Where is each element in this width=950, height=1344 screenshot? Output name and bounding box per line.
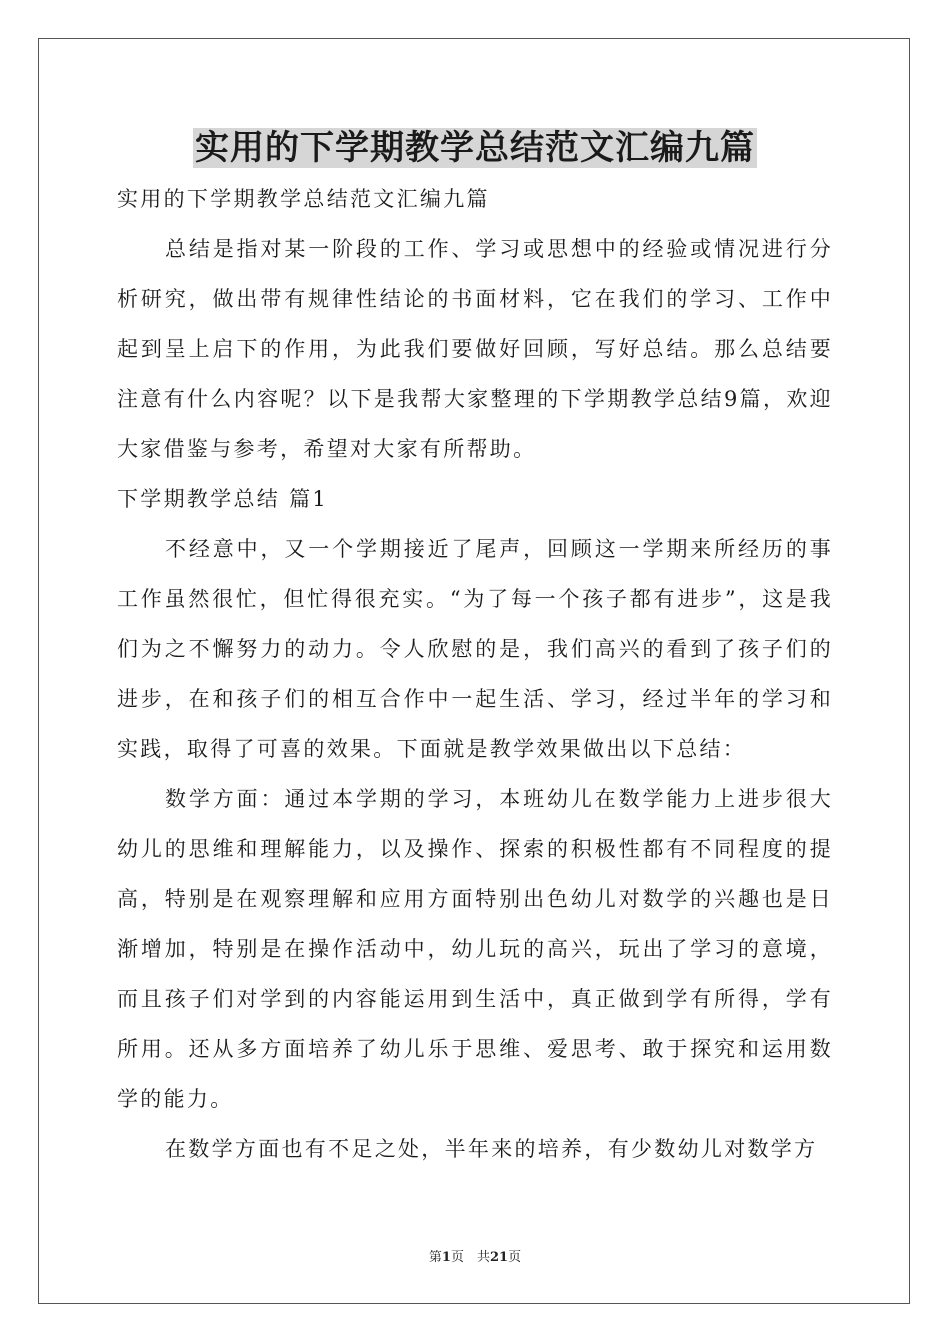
document-subtitle: 实用的下学期教学总结范文汇编九篇 bbox=[117, 187, 490, 211]
footer-page-number: 1 bbox=[441, 1250, 451, 1265]
document-title-text: 实用的下学期教学总结范文汇编九篇 bbox=[195, 128, 755, 168]
document-title bbox=[0, 125, 950, 171]
section-heading: 下学期教学总结 篇1 bbox=[117, 487, 329, 511]
footer-page-suffix: 页 bbox=[508, 1250, 522, 1265]
intro-paragraph: 总结是指对某一阶段的工作、学习或思想中的经验或情况进行分析研究，做出带有规律性结论的书面材料，它在我们的学习、工作中起到呈上启下的作用，为此我们要做好回顾，写好总结。那么总结要注意有什么内容呢？以下是我帮大家整理的下学期教学总结9篇，欢迎大家借鉴与参考，希望对大家有所帮助。 bbox=[117, 237, 833, 461]
body-paragraph: 数学方面：通过本学期的学习，本班幼儿在数学能力上进步很大幼儿的思维和理解能力，以及操作、探索的积极性都有不同程度的提高，特别是在观察理解和应用方面特别出色幼儿对数学的兴趣也是日渐增加，特别是在操作活动中，幼儿玩的高兴，玩出了学习的意境，而且孩子们对学到的内容能运用到生活中，真正做到学有所得，学有所用。还从多方面培养了幼儿乐于思维、爱思考、敢于探究和运用数学的能力。 bbox=[117, 787, 833, 1111]
body-paragraph: 在数学方面也有不足之处，半年来的培养，有少数幼儿对数学方 bbox=[165, 1137, 818, 1161]
footer-page-mid: 页 共 bbox=[450, 1250, 490, 1265]
document-body bbox=[117, 174, 833, 1174]
footer-page-total: 21 bbox=[489, 1250, 509, 1265]
footer-page-prefix: 第 bbox=[428, 1250, 442, 1265]
body-paragraph: 不经意中，又一个学期接近了尾声，回顾这一学期来所经历的事工作虽然很忙，但忙得很充实。“为了每一个孩子都有进步”，这是我们为之不懈努力的动力。令人欣慰的是，我们高兴的看到了孩子们的进步，在和孩子们的相互合作中一起生活、学习，经过半年的学习和实践，取得了可喜的效果。下面就是教学效果做出以下总结： bbox=[117, 537, 833, 761]
page-number-footer bbox=[0, 1246, 950, 1265]
